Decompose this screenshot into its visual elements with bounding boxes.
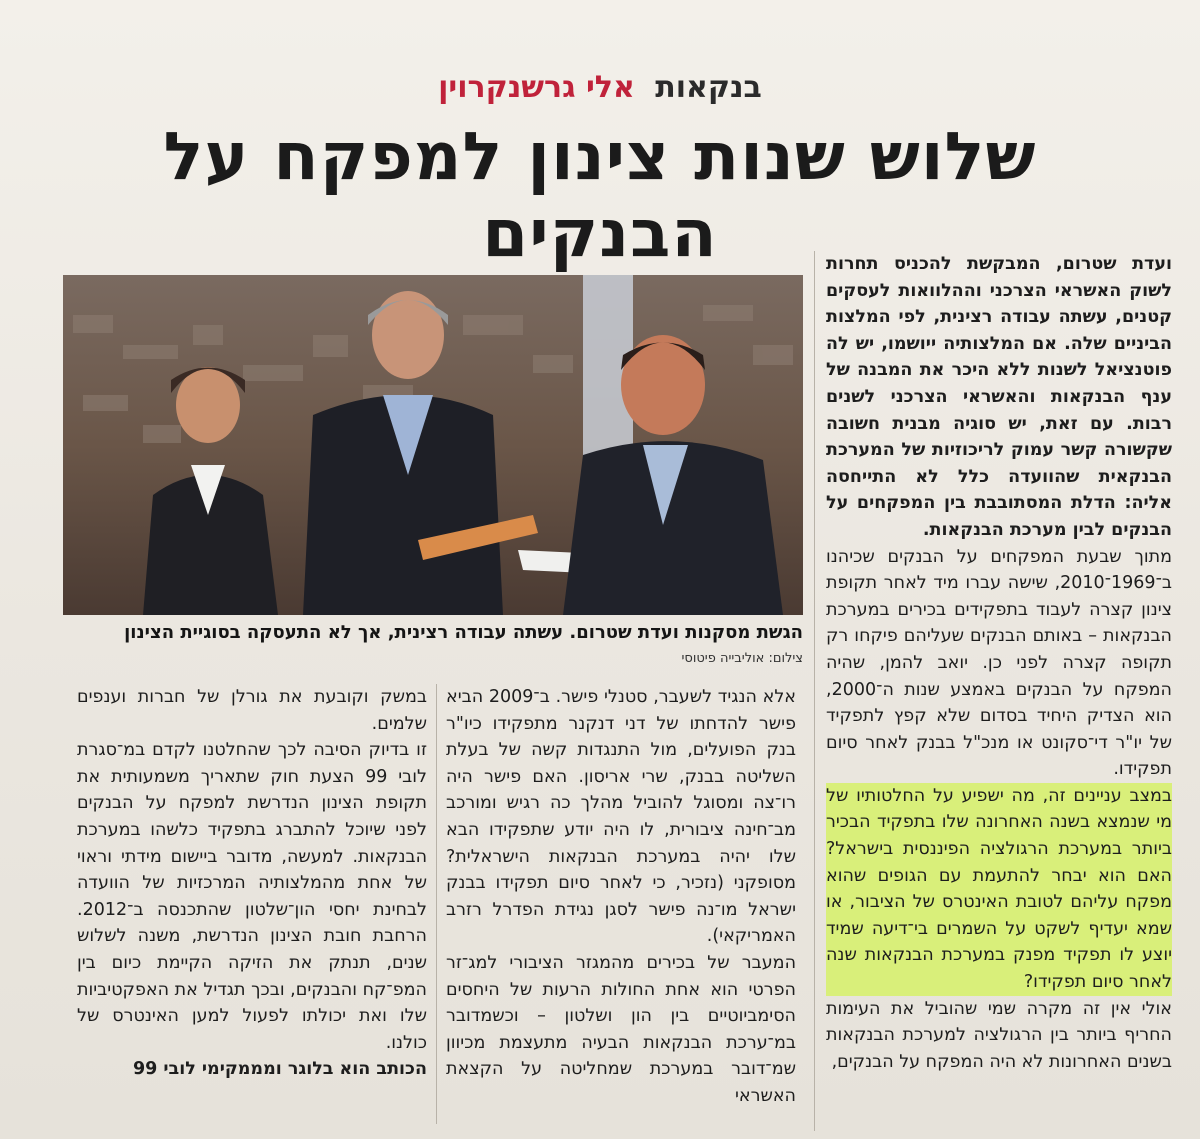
column-right xyxy=(826,251,1172,1075)
author-name: אלי גרשנקרוין xyxy=(438,70,635,105)
paragraph: מתוך שבעת המפקחים על הבנקים שכיהנו ב־1969־2010, שישה עברו מיד לאחר תקופת צינון קצרה לעבוד בתפקידים בכירים במערכת הבנקאות – באותם הבנקים שעליהם פיקחו רק תקופה קצרה לפני כן. יואב להמן, שהיה המפקח על הבנקים באמצע שנות ה־2000, הוא הצדיק היחיד בסדום שלא קפץ לתפקיד של יו"ר די־סקונט או מנכ"ל בבנק לאחר סיום תפקידו. xyxy=(826,546,1172,780)
photo-caption: הגשת מסקנות ועדת שטרום. עשתה עבודה רצינית, אך לא התעסקה בסוגיית הצינון xyxy=(124,622,803,643)
column-divider xyxy=(814,251,815,1131)
highlighted-paragraph: במצב עניינים זה, מה ישפיע על החלטותיו של מי שנמצא בשנה האחרונה שלו בתפקיד הבכיר ביותר במערכת הרגולציה הפיננסית בישראל? האם הוא יבחר להתעמת עם הגופים שהוא מפקח עליהם לטובת האינטרס של הציבור, או שמא יעדיף לשקט על השמרים בי־דיעה שמיד יוצע לו תפקיד מפנק במערכת הבנקאות שנה לאחר סיום תפקידו? xyxy=(826,783,1172,996)
paragraph: אלא הנגיד לשעבר, סטנלי פישר. ב־2009 הביא פישר להדחתו של דני דנקנר מתפקידו כיו"ר בנק הפועלים, מול התנגדות קשה של בעלת השליטה בבנק, שרי אריסון. האם פישר היה רו־צה ומסוגל להוביל מהלך כה רגיש ומורכב מב־חינה ציבורית, לו היה יודע שתפקידו הבא שלו יהיה במערכת הבנקאות הישראלית? מסופקני (נזכיר, כי לאחר סיום תפקידו בבנק ישראל מו־נה פישר לסגן נגידת הפדרל רזרב האמריקאי). xyxy=(446,687,796,947)
headline: שלוש שנות צינון למפקח על הבנקים xyxy=(163,118,1037,272)
article-photo xyxy=(63,275,803,615)
column-left xyxy=(77,684,427,1083)
paragraph: זו בדיוק הסיבה לכך שהחלטנו לקדם במ־סגרת לובי 99 הצעת חוק שתאריך משמעותית את תקופת הצינון הנדרשת למפקח על הבנקים לפני שיוכל להתברג בתפקיד כלשהו במערכת הבנקאות. למעשה, מדובר ביישום מידתי וראוי של אחת מהמלצותיה המרכזיות של הוועדה לבחינת יחסי הון־שלטון שהתכנסה ב־2012. הרחבת חובת הצינון הנדרשת, משנה לשלוש שנים, תנתק את הזיקה הקיימת כיום בין המפ־קח והבנקים, ובכך תגדיל את האפקטיביות שלו ואת יכולתו לפעול למען האינטרס של כולנו. xyxy=(77,740,427,1053)
column-middle xyxy=(446,684,796,1110)
section-label: בנקאות xyxy=(655,70,762,105)
paragraph: במשק וקובעת את גורלן של חברות וענפים שלמים. xyxy=(77,687,427,734)
paragraph: ועדת שטרום, המבקשת להכניס תחרות לשוק האשראי הצרכני וההלוואות לעסקים קטנים, עשתה עבודה רצינית, לפי המלצות הביניים שלה. אם המלצותיה ייושמו, יש לה פוטנציאל לשנות ללא היכר את המבנה של ענף הבנקאות והאשראי הצרכני לשנים רבות. עם זאת, יש סוגיה מבנית חשובה שקשורה קשר עמוק לריכוזיות של המערכת הבנקאית שהוועדה כלל לא התייחסה אליה: הדלת המסתובבת בין המפקחים על הבנקים לבין מערכת הבנקאות. xyxy=(826,254,1172,540)
paragraph: המעבר של בכירים מהמגזר הציבורי למג־זר הפרטי הוא אחת החולות הרעות של היחסים הסימביוטיים בין הון ושלטון – וכשמדובר במ־ערכת הבנקאות הבעיה מתעצמת מכיוון שמ־דובר במערכת שמחליטה על הקצאת האשראי xyxy=(446,952,796,1106)
photo-illustration xyxy=(63,275,803,615)
article-kicker xyxy=(0,70,1200,105)
photo-credit: צילום: אוליבייה פיטוסי xyxy=(681,651,803,666)
paragraph: אולי אין זה מקרה שמי שהוביל את העימות החריף ביותר בין הרגולציה למערכת הבנקאות בשנים האחרונות לא היה המפקח על הבנקים, xyxy=(826,998,1172,1072)
author-bio: הכותב הוא בלוגר ומממקימי לובי 99 xyxy=(132,1059,427,1080)
column-divider xyxy=(436,684,437,1124)
